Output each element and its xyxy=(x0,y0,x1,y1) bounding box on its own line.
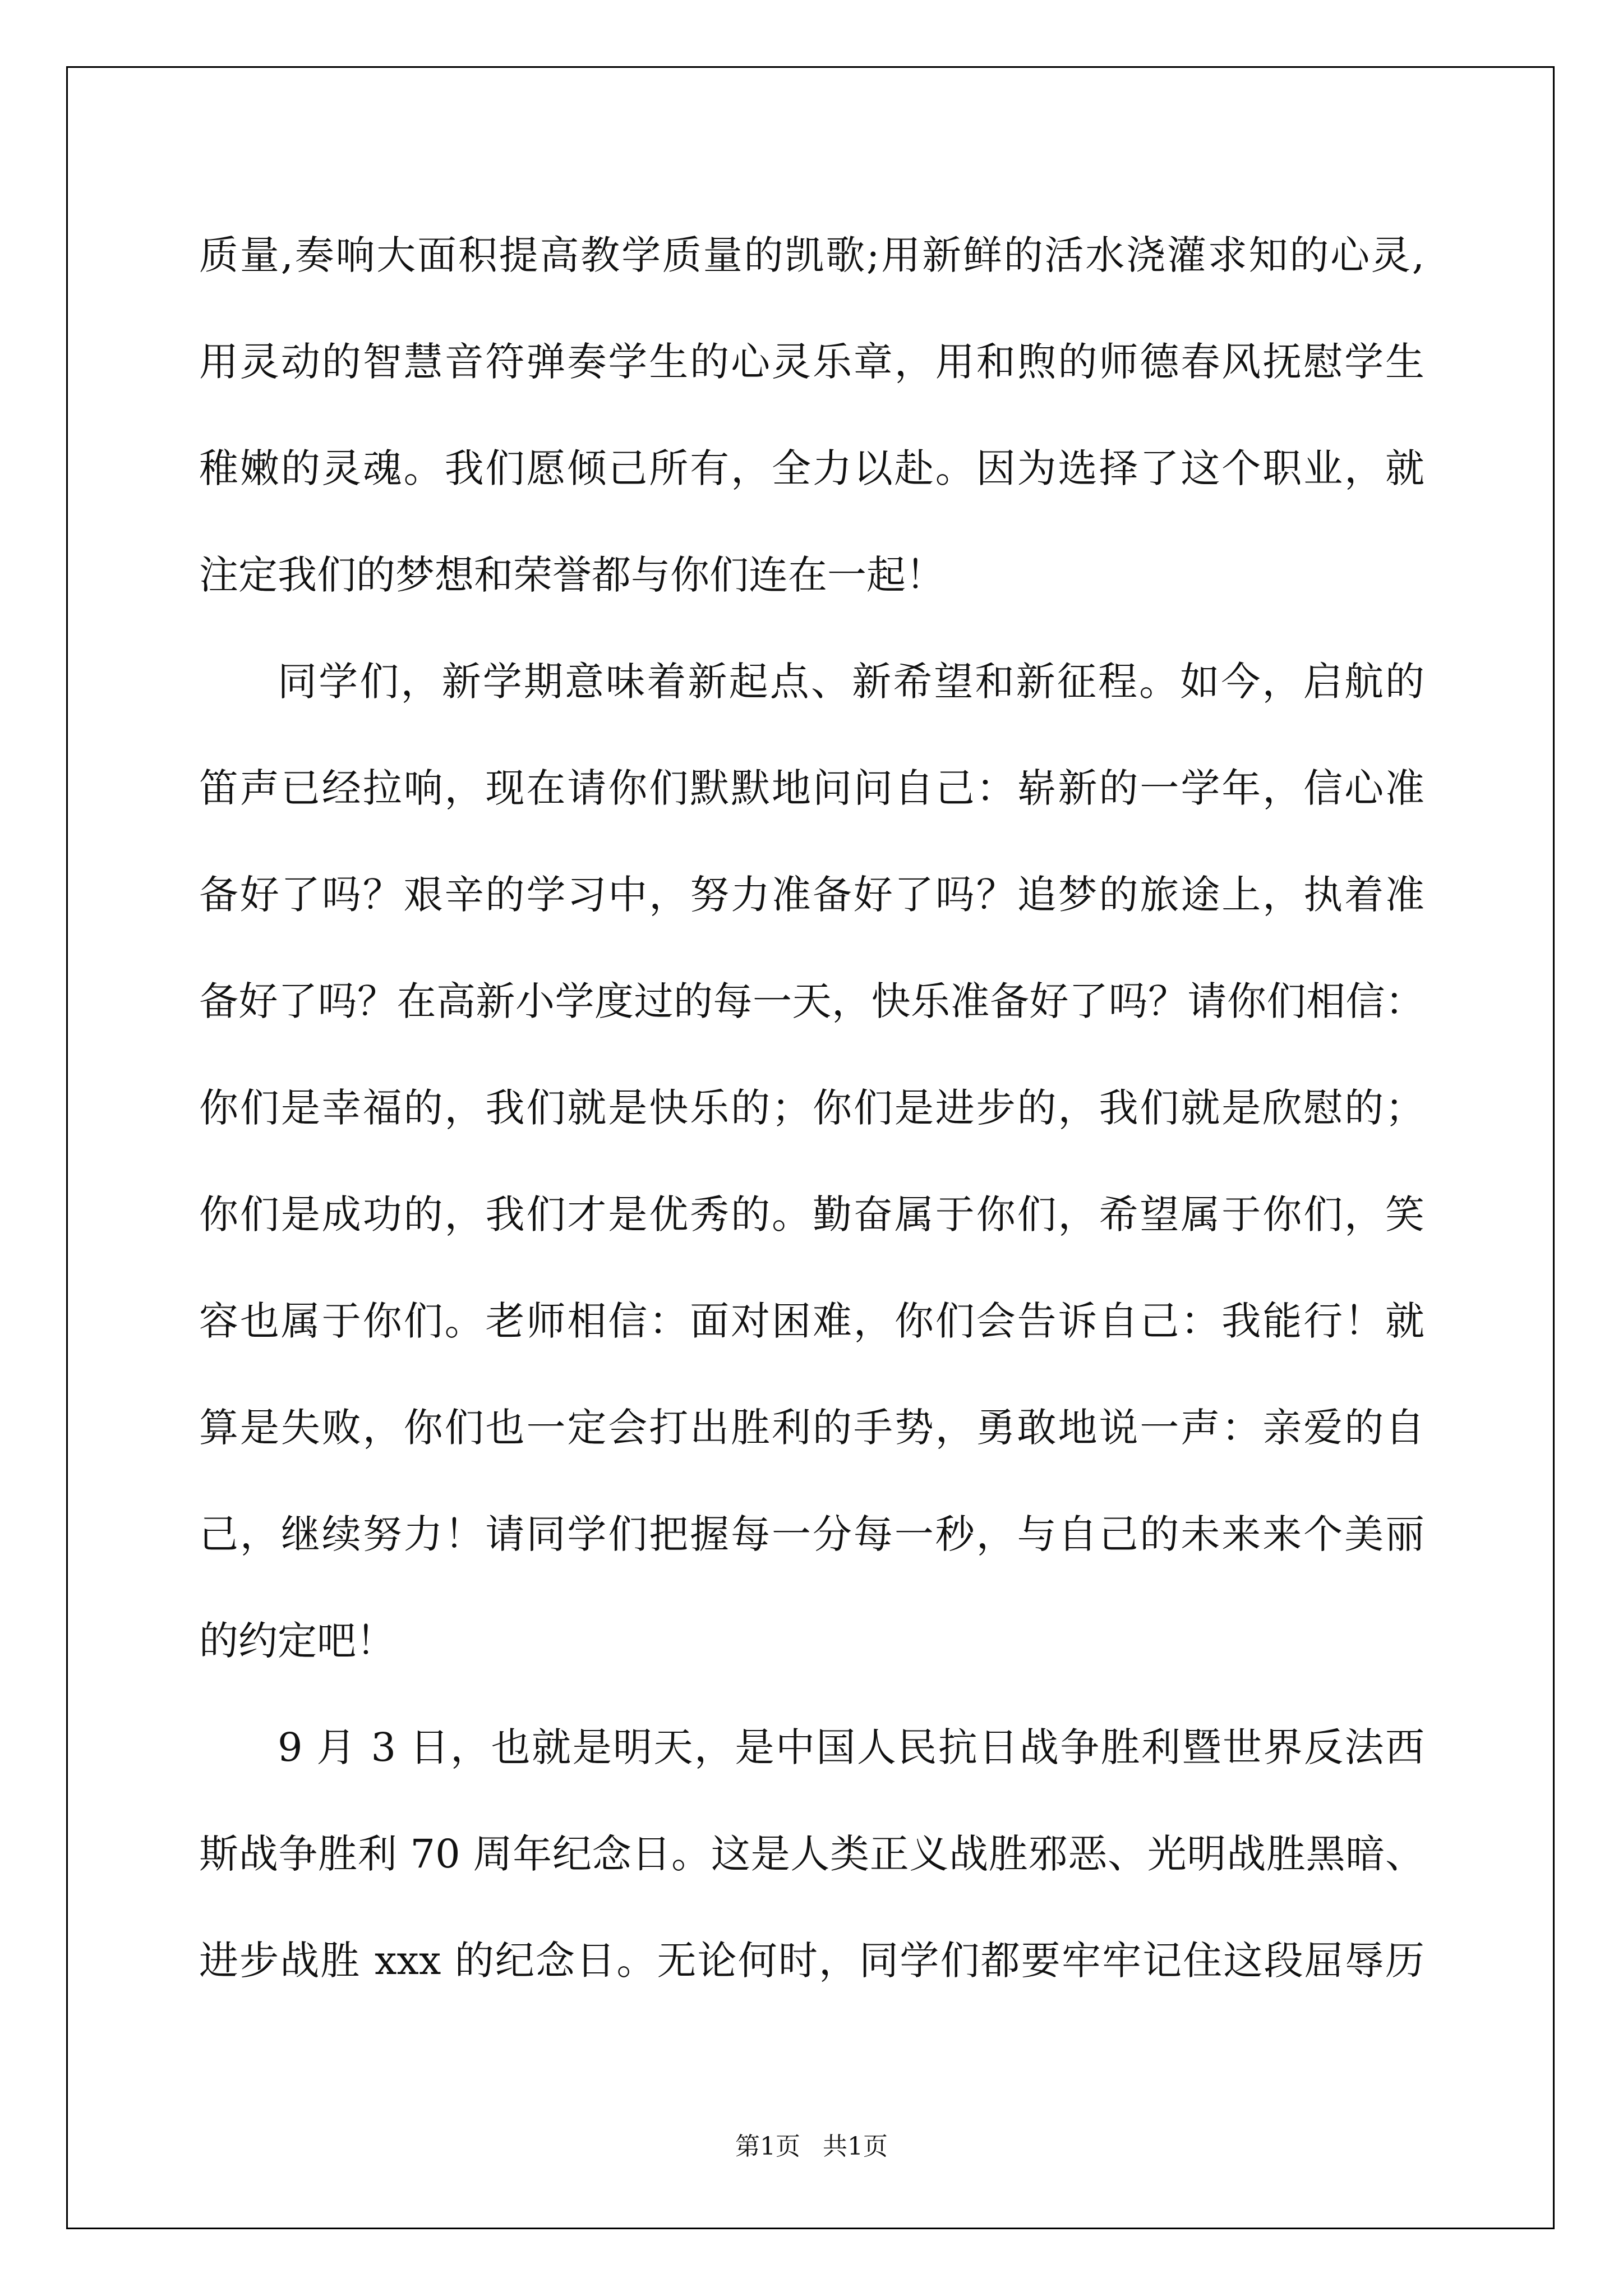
text-line-6: 笛声已经拉响，现在请你们默默地问问自己：崭新的一学年，信心准 xyxy=(199,765,1424,811)
text-line-4: 注定我们的梦想和荣誉都与你们连在一起！ xyxy=(199,552,945,598)
document-body xyxy=(199,202,1424,2014)
text-line-1: 质量,奏响大面积提高教学质量的凯歌;用新鲜的活水浇灌求知的心灵, xyxy=(199,232,1424,278)
text-line-3: 稚嫩的灵魂。我们愿倾己所有，全力以赴。因为选择了这个职业，就 xyxy=(199,445,1424,491)
text-line-12: 算是失败，你们也一定会打出胜利的手势，勇敢地说一声：亲爱的自 xyxy=(199,1405,1424,1451)
page-number: 第1页 xyxy=(735,2132,800,2161)
text-line-11: 容也属于你们。老师相信：面对困难，你们会告诉自己：我能行！就 xyxy=(199,1298,1424,1344)
text-line-15: 9 月 3 日，也就是明天，是中国人民抗日战争胜利暨世界反法西 xyxy=(278,1724,1424,1770)
text-line-14: 的约定吧！ xyxy=(199,1618,395,1664)
text-line-9: 你们是幸福的，我们就是快乐的；你们是进步的，我们就是欣慰的； xyxy=(199,1085,1424,1131)
text-line-16: 斯战争胜利 70 周年纪念日。这是人类正义战胜邪恶、光明战胜黑暗、 xyxy=(199,1831,1424,1877)
text-line-8: 备好了吗？在高新小学度过的每一天，快乐准备好了吗？请你们相信： xyxy=(199,978,1424,1024)
text-line-2: 用灵动的智慧音符弹奏学生的心灵乐章，用和煦的师德春风抚慰学生 xyxy=(199,339,1424,385)
text-line-13: 己，继续努力！请同学们把握每一分每一秒，与自己的未来来个美丽 xyxy=(199,1511,1424,1557)
text-line-7: 备好了吗？艰辛的学习中，努力准备好了吗？追梦的旅途上，执着准 xyxy=(199,872,1424,918)
text-line-10: 你们是成功的，我们才是优秀的。勤奋属于你们，希望属于你们，笑 xyxy=(199,1191,1424,1237)
text-line-5: 同学们，新学期意味着新起点、新希望和新征程。如今，启航的 xyxy=(278,659,1424,705)
text-line-17: 进步战胜 xxx 的纪念日。无论何时，同学们都要牢牢记住这段屈辱历 xyxy=(199,1938,1424,1984)
page-footer xyxy=(0,2126,1623,2162)
page-total: 共1页 xyxy=(823,2132,888,2161)
